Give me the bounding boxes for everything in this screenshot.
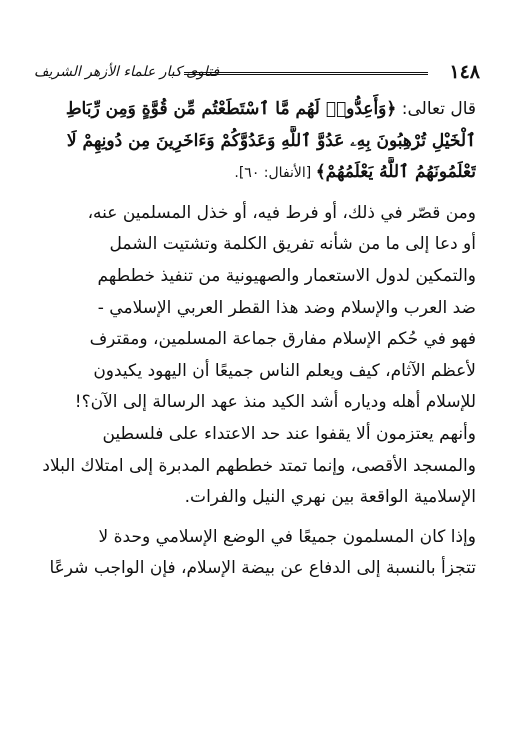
text-line: فهو في حُكم الإسلام مفارق جماعة المسلمين، ومقترف: [89, 329, 476, 350]
paragraph-gap: [38, 514, 476, 522]
text-line: للإسلام أهله ودياره أشد الكيد منذ عهد الرسالة إلى الآن؟!: [74, 392, 476, 413]
running-title: فتاوى كبار علماء الأزهر الشريف: [34, 64, 220, 80]
verse-line: [38, 94, 476, 126]
paragraph-gap: [38, 190, 476, 198]
page-number: ١٤٨: [449, 61, 480, 83]
text-line: ومن قصّر في ذلك، أو فرط فيه، أو خذل المسلمين عنه،: [87, 202, 476, 223]
verse-line: [38, 157, 476, 190]
quran-verse: ﴿وَأَعِدُّوا۟ لَهُم مَّا ٱسْتَطَعْتُم مِّن قُوَّةٍ وَمِن رِّبَاطِ: [65, 99, 397, 119]
verse-citation: [الأنفال: ٦٠].: [234, 165, 316, 182]
verse-intro: قال تعالى:: [396, 99, 476, 119]
page-header: [34, 60, 480, 86]
text-line: وأنهم يعتزمون ألا يقفوا عند حد الاعتداء على فلسطين: [102, 423, 476, 444]
text-line: تتجزأ بالنسبة إلى الدفاع عن بيضة الإسلام، فإن الواجب شرعًا: [49, 558, 476, 579]
text-line: لأعظم الآثام، كيف ويعلم الناس جميعًا أن اليهود يكيدون: [93, 360, 476, 381]
text-line: أو دعا إلى ما من شأنه تفريق الكلمة وتشتيت الشمل: [109, 234, 476, 255]
text-line: والمسجد الأقصى، وإنما تمتد خططهم المدبرة إلى امتلاك البلاد: [42, 455, 476, 476]
text-line: ضد العرب والإسلام وضد هذا القطر العربي الإسلامي -: [97, 297, 476, 318]
text-line: وإذا كان المسلمون جميعًا في الوضع الإسلامي وحدة لا: [98, 526, 476, 547]
text-line: الإسلامية الواقعة بين نهري النيل والفرات.: [184, 487, 476, 508]
text-line: والتمكين لدول الاستعمار والصهيونية من تنفيذ خططهم: [97, 265, 476, 286]
header-rule: [184, 72, 428, 75]
quran-verse: تَعْلَمُونَهُمُ ٱللَّهُ يَعْلَمُهُمْ﴾: [315, 162, 476, 183]
body-text: [38, 94, 476, 585]
verse-line: ٱلْخَيْلِ تُرْهِبُونَ بِهِۦ عَدُوَّ ٱللَّهِ وَعَدُوَّكُمْ وَءَاخَرِينَ مِن دُونِهِمْ لَا: [66, 130, 476, 151]
